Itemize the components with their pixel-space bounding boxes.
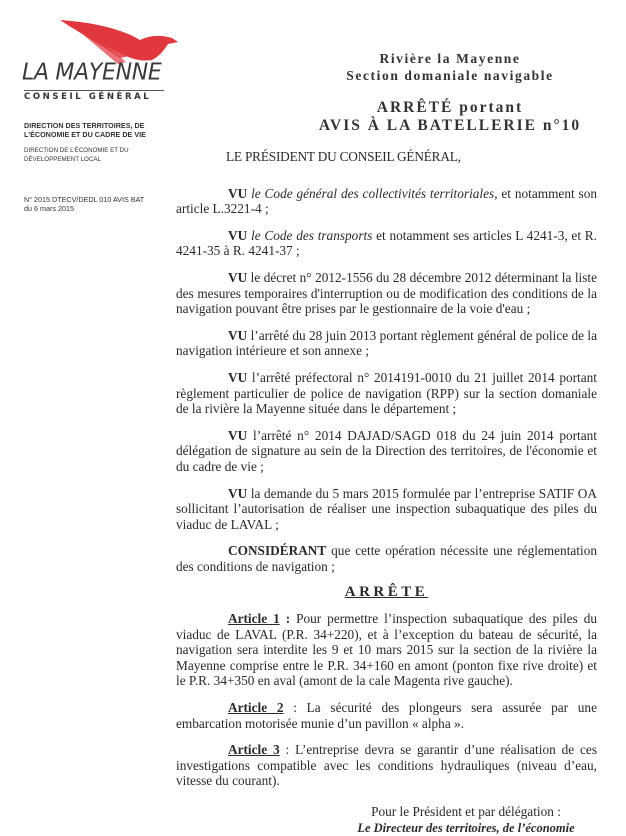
title-line: ARRÊTÉ portant — [376, 99, 524, 116]
reference-line: N° 2015 DTECV/DEDL 010 AVIS BAT — [24, 195, 145, 204]
considerant-text: que cette opération nécessite une réglementation des conditions de navigation ; — [176, 543, 597, 574]
vu-text: l’arrêté du 28 juin 2013 portant règlement général de police de la navigation intérieure et son annexe ; — [176, 327, 597, 359]
title-line: AVIS À LA BATELLERIE n°10 — [318, 117, 582, 134]
vu-reference: le Code général des collectivités territoriales — [251, 185, 495, 201]
article-text: Pour permettre l’inspection subaquatique des piles du viaduc de LAVAL (P.R. 34+220), et à l’exception du bateau de sécurité, la navigation sera interdite les 9 et 10 mars 2015 sur la section de la rivière la Mayenne comprise entre le P.R. 34+160 en amont (ponton fixe rive droite) et le P.R. 34+350 en aval (amont de la cale Magenta rive gauche). — [176, 611, 597, 689]
vu-paragraph — [176, 328, 597, 359]
considerant-paragraph — [176, 543, 597, 574]
reference-number — [24, 195, 144, 213]
document-body — [176, 149, 597, 800]
vu-lead: VU — [228, 369, 248, 385]
direction-line: DIRECTION DES TERRITOIRES, DE — [24, 121, 145, 130]
vu-paragraph — [176, 486, 597, 533]
vu-paragraph — [176, 186, 597, 217]
subdirection-line: DIRECTION DE L'ÉCONOMIE ET DU — [24, 147, 129, 154]
article-paragraph — [176, 742, 597, 789]
vu-paragraph — [176, 270, 597, 317]
subdirection-label — [24, 146, 129, 164]
article-text: La sécurité des plongeurs sera assurée par une embarcation motorisée munie d’un pavillon « alpha ». — [176, 700, 597, 731]
vu-lead: VU — [228, 227, 248, 243]
article-separator: : — [279, 611, 297, 627]
logo-divider — [24, 90, 164, 91]
document-title — [300, 99, 600, 135]
president-heading: LE PRÉSIDENT DU CONSEIL GÉNÉRAL, — [226, 149, 461, 164]
logo — [20, 8, 180, 108]
vu-paragraph — [176, 428, 597, 475]
arrete-heading: ARRÊTE — [344, 584, 429, 601]
signature-delegation: Pour le Président et par délégation : — [371, 804, 561, 819]
article-label: Article 1 — [228, 611, 280, 627]
article-label: Article 3 — [228, 742, 280, 758]
vu-lead: VU — [228, 427, 248, 443]
vu-text: le décret n° 2012-1556 du 28 décembre 2012 déterminant la liste des mesures temporaires d'interruption ou de modification des conditions de la navigation pouvant être prises par le gestionnaire de la voie d'eau ; — [176, 269, 597, 317]
vu-text: et notamment ses articles L 4241-3, et R. 4241-35 à R. 4241-37 ; — [176, 227, 597, 259]
considerant-lead: CONSIDÉRANT — [228, 543, 327, 559]
article-paragraph — [176, 611, 597, 689]
vu-paragraph — [176, 370, 597, 417]
vu-paragraph — [176, 228, 597, 259]
vu-lead: VU — [228, 185, 248, 201]
article-separator: : — [283, 700, 307, 716]
article-separator: : — [279, 742, 296, 758]
direction-line: L'ÉCONOMIE ET DU CADRE DE VIE — [24, 130, 146, 139]
document-subject — [300, 50, 600, 84]
article-label: Article 2 — [228, 700, 284, 716]
logo-subtitle: CONSEIL GÉNÉRAL — [24, 92, 152, 102]
signature-block — [336, 804, 596, 836]
subdirection-line: DÉVELOPPEMENT LOCAL — [24, 156, 101, 163]
vu-text: l’arrêté préfectoral n° 2014191-0010 du 21 juillet 2014 portant règlement particulier de police de navigation (RPP) sur la section domaniale de la rivière la Mayenne située dans le département ; — [176, 369, 597, 417]
subject-line: Rivière la Mayenne — [379, 51, 521, 66]
reference-date: du 6 mars 2015 — [24, 204, 74, 213]
vu-lead: VU — [228, 485, 248, 501]
article-text: L’entreprise devra se garantir d’une réalisation de ces investigations compatible avec les conditions hydrauliques (niveau d’eau, vitesse du courant). — [176, 742, 597, 789]
signatory-title: Le Directeur des territoires, de l’économie — [357, 821, 575, 835]
vu-lead: VU — [228, 327, 248, 343]
article-paragraph — [176, 700, 597, 731]
subject-line: Section domaniale navigable — [346, 68, 554, 83]
vu-reference: le Code des transports — [251, 227, 373, 243]
logo-name: LA MAYENNE — [22, 59, 162, 86]
direction-label — [24, 121, 146, 139]
vu-text: , et notamment son article L.3221-4 ; — [176, 185, 598, 217]
vu-text: l’arrêté n° 2014 DAJAD/SAGD 018 du 24 juin 2014 portant délégation de signature au sein de la Direction des territoires, de l'économie et du cadre de vie ; — [176, 427, 597, 474]
vu-lead: VU — [228, 269, 248, 285]
vu-text: la demande du 5 mars 2015 formulée par l’entreprise SATIF OA sollicitant l’autorisation de réaliser une inspection subaquatique des piles du viaduc de LAVAL ; — [176, 485, 597, 532]
